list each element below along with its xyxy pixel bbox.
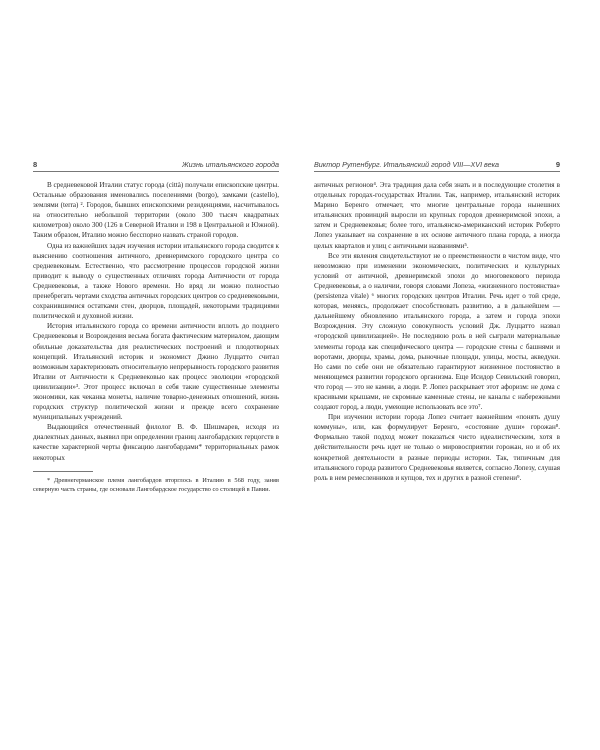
- paragraph: Выдающийся отечественный филолог В. Ф. Шишмарев, исходя из диалектных данных, выявил при определении границ лангобардских герцогств в качестве характерной черты фиксацию лангобардами* территориальных рамок некоторых: [33, 423, 279, 462]
- right-page-body: [314, 180, 560, 483]
- footnote: * Древнегерманское племя лангобардов вторглось в Италию в 568 году, заняв северную часть страны, где основали Лангобардское государство со столицей в Павии.: [33, 476, 279, 493]
- paragraph: В средневековой Италии статус города (città) получали епископские центры. Остальные образования именовались поселениями (borgo), замками (castello), землями (terra) ². Городов, бывших епископскими резиденциями, насчитывалось на относительно небольшой территории (около 300 тысяч квадратных километров) около 300 (126 в Северной Италии и 198 в Центральной и Южной). Таким образом, Италию можно бесспорно назвать страной городов.: [33, 181, 279, 240]
- paragraph: История итальянского города со времени античности вплоть до позднего Средневековья и Возрождения весьма богата фактическим материалом, дающим обильные доказательства для реалистических построений и плодотворных концепций. Итальянский историк и экономист Джино Луццатто считал возможным характеризовать относительную непрерывность городского развития Италии от Античности к Средневековью как процесс эволюции «городской цивилизации»³. Этот процесс включал в себя такие существенные элементы экономики, как чеканка монеты, наличие товарно-денежных отношений, жизнь городских структур политической жизни и прежде всего сохранение муниципальных учреждений.: [33, 322, 279, 422]
- running-head-title-right: Виктор Рутенбург. Итальянский город VIII—XVI века: [314, 160, 502, 169]
- left-page-body: [33, 180, 279, 494]
- footnote-separator: [33, 471, 93, 472]
- page-number-left: 8: [33, 160, 38, 169]
- paragraph: При изучении истории города Лопез считает важнейшим «понять душу коммуны», или, как формулирует Беренго, «состояние души» горожан⁸. Формально такой подход может показаться чисто идеалистическим, хотя в действительности речь идет не только о мировосприятии горожан, но и об их конкретной деятельности в разные периоды истории. Так, типичным для итальянского города развитого Средневековья является, согласно Лопезу, слушая роль в нем ремесленников и купцов, тех и других в разной степени⁹.: [314, 413, 560, 482]
- running-head-right: [314, 160, 560, 172]
- running-head-left: [33, 160, 279, 172]
- page-number-right: 9: [555, 160, 560, 169]
- left-page: [33, 160, 279, 494]
- right-page: [314, 160, 560, 483]
- paragraph: Все эти явления свидетельствуют не о преемственности в чистом виде, что невозможно при изменении экономических, политических и культурных условий от античной, древнеримской эпохи до многовекового периода Средневековья, а о наличии, говоря словами Лопеза, «жизненного постоянства» (persistenza vitale) ⁶ многих городских центров Италии. Речь идет о той среде, которая, меняясь, продолжает способствовать развитию, а в дальнейшем — дальнейшему обновлению итальянского города, а затем и города эпохи Возрождения. Эту сложную совокупность условий Дж. Луццатто назвал «городской цивилизацией». Не последнюю роль в ней сыграли материальные элементы города как специфического центра — городские стены с башнями и воротами, дворцы, храмы, дома, рыночные площади, улицы, мосты, акведуки. Но сами по себе они не обязательно гарантируют жизненное постоянство в меняющемся развитии городского организма. Еще Исидор Севильский говорил, что город — это не камни, а люди. Р. Лопез раскрывает этот афоризм: не дома с красивыми крышами, не скромные каменные стены, не каналы с набережными создают город, а люди, умеющие использовать все это⁷.: [314, 251, 560, 412]
- running-head-title-left: Жизнь итальянского города: [179, 160, 279, 169]
- paragraph: Одна из важнейших задач изучения истории итальянского города сводится к выяснению соотношения античного, древнеримского городского центра со средневековым. Естественно, что рассмотрение процессов городской жизни приводит к выводу о существенных отличиях города Античности от города Средневековья, а также Нового времени. Но вряд ли можно полностью пренебрегать чертами сходства античных городских центров со средневековыми, сохранившимися остатками стен, дворцов, площадей, некоторыми традициями политической и духовной жизни.: [33, 241, 279, 321]
- paragraph: античных регионов⁴. Эта традиция дала себя знать и в последующие столетия в отдельных городах-государствах Италии. Так, например, итальянский историк Марино Беренго отмечает, что многие центральные города нынешних итальянских провинций выросли из крупных городов древнеримской эпохи, а затем и Средневековья; более того, итальянско-американский историк Роберто Лопез указывает на сохранение в их основе античного плана города, а иногда целых кварталов и улиц с античными названиями⁵.: [314, 181, 560, 250]
